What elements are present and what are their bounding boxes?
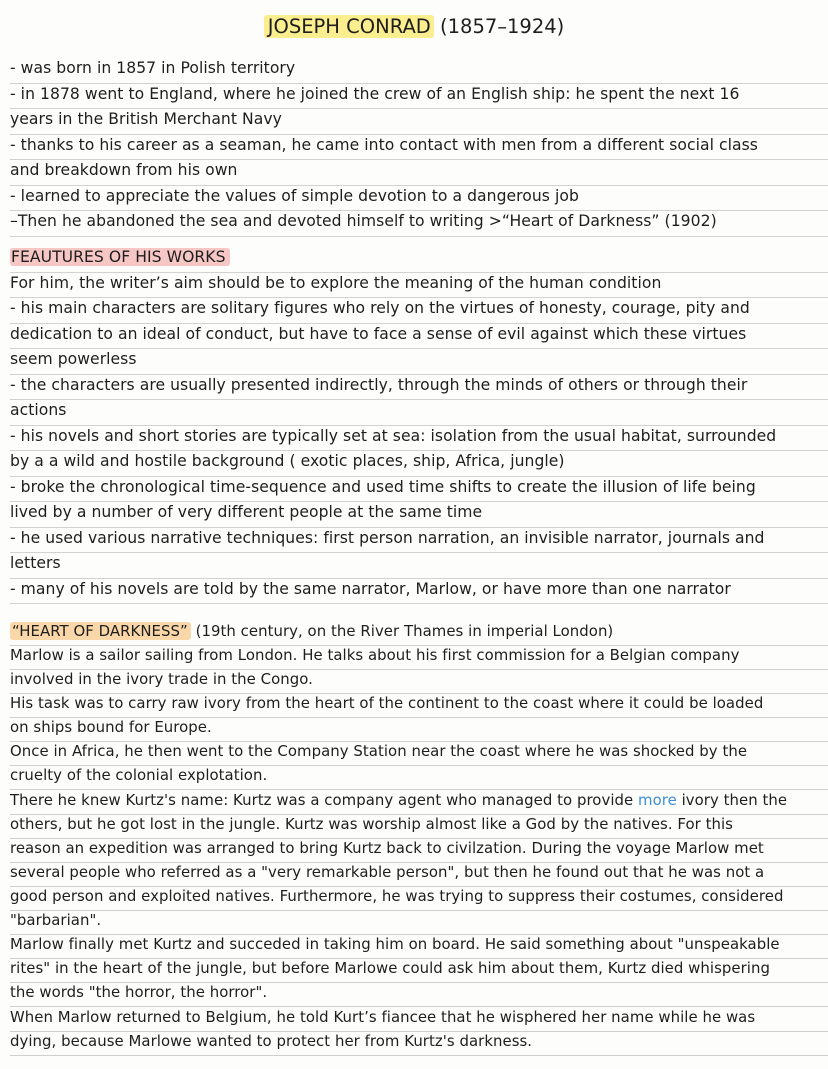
features-line: letters: [10, 552, 828, 579]
features-line: seem powerless: [10, 348, 828, 375]
hod-line: good person and exploited natives. Furthermore, he was trying to suppress their costumes, considered: [10, 886, 828, 911]
hod-line: "barbarian".: [10, 910, 828, 935]
bio-line: - was born in 1857 in Polish territory: [10, 57, 828, 84]
hod-line: others, but he got lost in the jungle. Kurtz was worship almost like a God by the natives. For this: [10, 814, 828, 839]
page-title: [0, 13, 828, 41]
hod-line: involved in the ivory trade in the Congo.: [10, 669, 828, 694]
features-line: - the characters are usually presented indirectly, through the minds of others or through their: [10, 374, 828, 401]
features-line: - broke the chronological time-sequence and used time shifts to create the illusion of life being: [10, 476, 828, 503]
hod-line: Once in Africa, he then went to the Company Station near the coast where he was shocked by the: [10, 741, 828, 766]
features-line: actions: [10, 399, 828, 426]
features-line: - his main characters are solitary figures who rely on the virtues of honesty, courage, pity and: [10, 297, 828, 324]
hod-line: several people who referred as a "very remarkable person", but then he found out that he was not a: [10, 862, 828, 887]
bio-line: years in the British Merchant Navy: [10, 108, 828, 135]
features-line: by a a wild and hostile background ( exotic places, ship, Africa, jungle): [10, 450, 828, 477]
hod-line: When Marlow returned to Belgium, he told Kurt’s fiancee that he wisphered her name while he was: [10, 1007, 828, 1032]
features-line: - many of his novels are told by the same narrator, Marlow, or have more than one narrator: [10, 578, 828, 605]
title-name: JOSEPH CONRAD: [264, 15, 434, 38]
bio-line: and breakdown from his own: [10, 159, 828, 186]
hod-heading: “HEART OF DARKNESS”: [10, 622, 191, 640]
hod-kurtz-line: [10, 790, 828, 815]
bio-line: - learned to appreciate the values of simple devotion to a dangerous job: [10, 185, 828, 212]
hod-line: rites" in the heart of the jungle, but before Marlowe could ask him about them, Kurtz died whispering: [10, 958, 828, 983]
hod-line: cruelty of the colonial explotation.: [10, 765, 828, 790]
features-heading-line: [10, 246, 828, 273]
features-line: dedication to an ideal of conduct, but have to face a sense of evil against which these virtues: [10, 323, 828, 350]
hod-line: His task was to carry raw ivory from the heart of the continent to the coast where it could be loaded: [10, 693, 828, 718]
bio-line: - in 1878 went to England, where he joined the crew of an English ship: he spent the next 16: [10, 83, 828, 110]
features-line: - he used various narrative techniques: first person narration, an invisible narrator, journals and: [10, 527, 828, 554]
hod-line: Marlow is a sailor sailing from London. He talks about his first commission for a Belgian company: [10, 645, 828, 670]
features-line: - his novels and short stories are typically set at sea: isolation from the usual habitat, surrounded: [10, 425, 828, 452]
hod-line: Marlow finally met Kurtz and succeded in taking him on board. He said something about "unspeakable: [10, 934, 828, 959]
hod-kurtz-end: ivory then the: [676, 791, 788, 809]
hod-line: the words "the horror, the horror".: [10, 982, 828, 1007]
hod-subtitle: (19th century, on the River Thames in imperial London): [195, 622, 614, 640]
title-dates: (1857–1924): [440, 15, 565, 38]
hod-line: dying, because Marlowe wanted to protect her from Kurtz's darkness.: [10, 1031, 828, 1056]
hod-line: on ships bound for Europe.: [10, 717, 828, 742]
hod-kurtz-start: There he knew Kurtz's name: Kurtz was a company agent who managed to provide: [10, 791, 639, 809]
hod-line: reason an expedition was arranged to bring Kurtz back to civilzation. During the voyage Marlow met: [10, 838, 828, 863]
hod-heading-line: [10, 621, 828, 646]
more-link[interactable]: more: [638, 791, 677, 809]
bio-line: - thanks to his career as a seaman, he came into contact with men from a different social class: [10, 134, 828, 161]
features-line: lived by a number of very different people at the same time: [10, 501, 828, 528]
features-heading: FEAUTURES OF HIS WORKS: [10, 248, 230, 266]
bio-line: –Then he abandoned the sea and devoted himself to writing >“Heart of Darkness” (1902): [10, 210, 828, 237]
features-line: For him, the writer’s aim should be to explore the meaning of the human condition: [10, 272, 828, 299]
